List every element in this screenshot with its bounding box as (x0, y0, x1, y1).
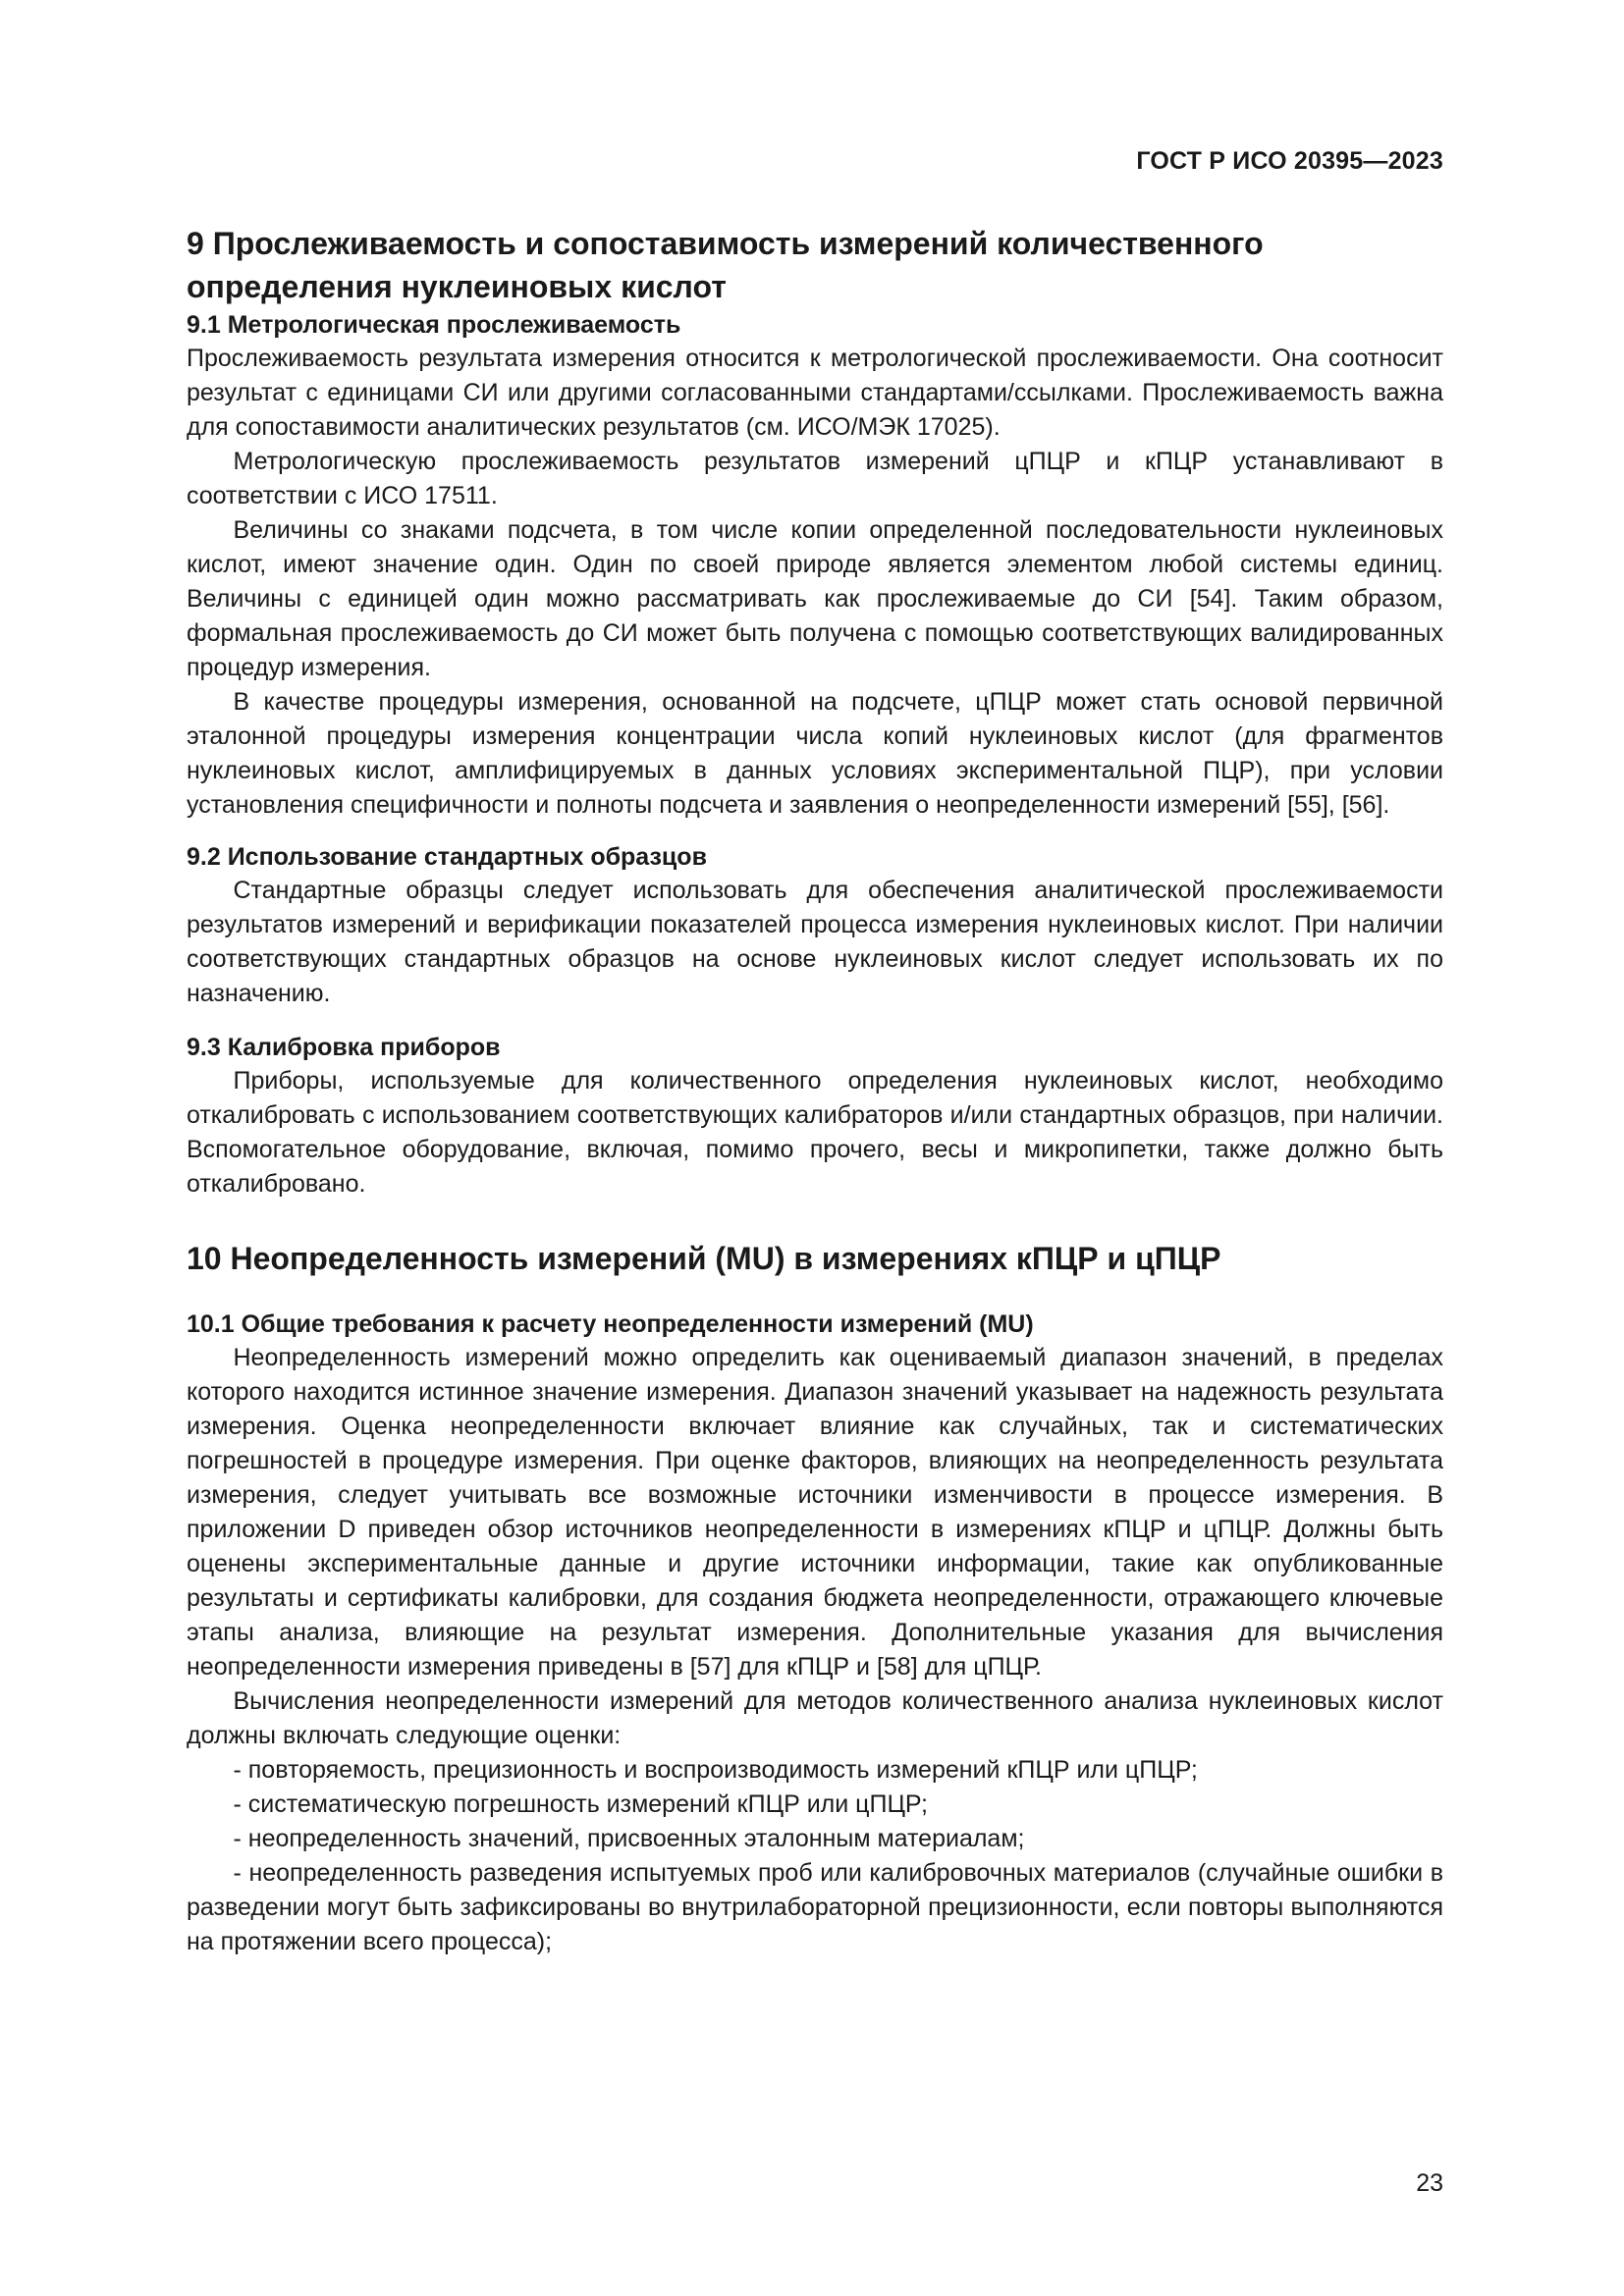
paragraph: Прослеживаемость результата измерения относится к метрологической прослеживаемости. Она соотносит результат с единицами СИ или другими согласованными стандартами/ссылками. Прослеживаемость важна для сопоставимости аналитических результатов (см. ИСО/МЭК 17025). (187, 345, 1443, 441)
page-number: 23 (1416, 2169, 1443, 2197)
subsection-9-3-heading: 9.3 Калибровка приборов (187, 1034, 501, 1061)
page-content (187, 222, 1443, 1959)
list-item: - повторяемость, прецизионность и воспроизводимость измерений кПЦР или цПЦР; (233, 1756, 1198, 1784)
list-item: - неопределенность значений, присвоенных эталонным материалам; (233, 1825, 1025, 1852)
section-10-heading: 10 Неопределенность измерений (MU) в измерениях кПЦР и цПЦР (187, 1241, 1221, 1276)
list-item: - систематическую погрешность измерений кПЦР или цПЦР; (233, 1790, 929, 1818)
paragraph: Неопределенность измерений можно определить как оцениваемый диапазон значений, в пределах которого находится истинное значение измерения. Диапазон значений указывает на надежность результата измерения. Оценка неопределенности включает влияние как случайных, так и систематических погрешностей в процедуре измерения. При оценке факторов, влияющих на неопределенность результата измерения, следует учитывать все возможные источники изменчивости в процессе измерения. В приложении D приведен обзор источников неопределенности в измерениях кПЦР и цПЦР. Должны быть оценены экспериментальные данные и другие источники информации, такие как опубликованные результаты и сертификаты калибровки, для создания бюджета неопределенности, отражающего ключевые этапы анализа, влияющие на результат измерения. Дополнительные указания для вычисления неопределенности измерения приведены в [57] для кПЦР и [58] для цПЦР. (187, 1344, 1443, 1681)
paragraph: Величины со знаками подсчета, в том числе копии определенной последовательности нуклеиновых кислот, имеют значение один. Один по своей природе является элементом любой системы единиц. Величины с единицей один можно рассматривать как прослеживаемые до СИ [54]. Таким образом, формальная прослеживаемость до СИ может быть получена с помощью соответствующих валидированных процедур измерения. (187, 516, 1443, 681)
paragraph: Метрологическую прослеживаемость результатов измерений цПЦР и кПЦР устанавливают в соответствии с ИСО 17511. (187, 448, 1443, 509)
subsection-9-2-heading: 9.2 Использование стандартных образцов (187, 843, 707, 871)
paragraph: В качестве процедуры измерения, основанной на подсчете, цПЦР может стать основой первичной эталонной процедуры измерения концентрации числа копий нуклеиновых кислот (для фрагментов нуклеиновых кислот, амплифицируемых в данных условиях экспериментальной ПЦР), при условии установления специфичности и полноты подсчета и заявления о неопределенности измерений [55], [56]. (187, 688, 1443, 819)
standard-code: ГОСТ Р ИСО 20395—2023 (1136, 147, 1443, 175)
paragraph: Стандартные образцы следует использовать для обеспечения аналитической прослеживаемости результатов измерений и верификации показателей процесса измерения нуклеиновых кислот. При наличии соответствующих стандартных образцов на основе нуклеиновых кислот следует использовать их по назначению. (187, 877, 1443, 1007)
list-item: - неопределенность разведения испытуемых проб или калибровочных материалов (случайные ошибки в разведении могут быть зафиксированы во внутрилабораторной прецизионности, если повторы выполняются на протяжении всего процесса); (187, 1859, 1443, 1955)
paragraph: Вычисления неопределенности измерений для методов количественного анализа нуклеиновых кислот должны включать следующие оценки: (187, 1687, 1443, 1749)
subsection-9-1-heading: 9.1 Метрологическая прослеживаемость (187, 311, 681, 339)
section-9-heading: 9 Прослеживаемость и сопоставимость измерений количественного определения нуклеиновых кислот (187, 226, 1264, 304)
subsection-10-1-heading: 10.1 Общие требования к расчету неопределенности измерений (MU) (187, 1310, 1034, 1338)
paragraph: Приборы, используемые для количественного определения нуклеиновых кислот, необходимо откалибровать с использованием соответствующих калибраторов и/или стандартных образцов, при наличии. Вспомогательное оборудование, включая, помимо прочего, весы и микропипетки, также должно быть откалибровано. (187, 1067, 1443, 1198)
